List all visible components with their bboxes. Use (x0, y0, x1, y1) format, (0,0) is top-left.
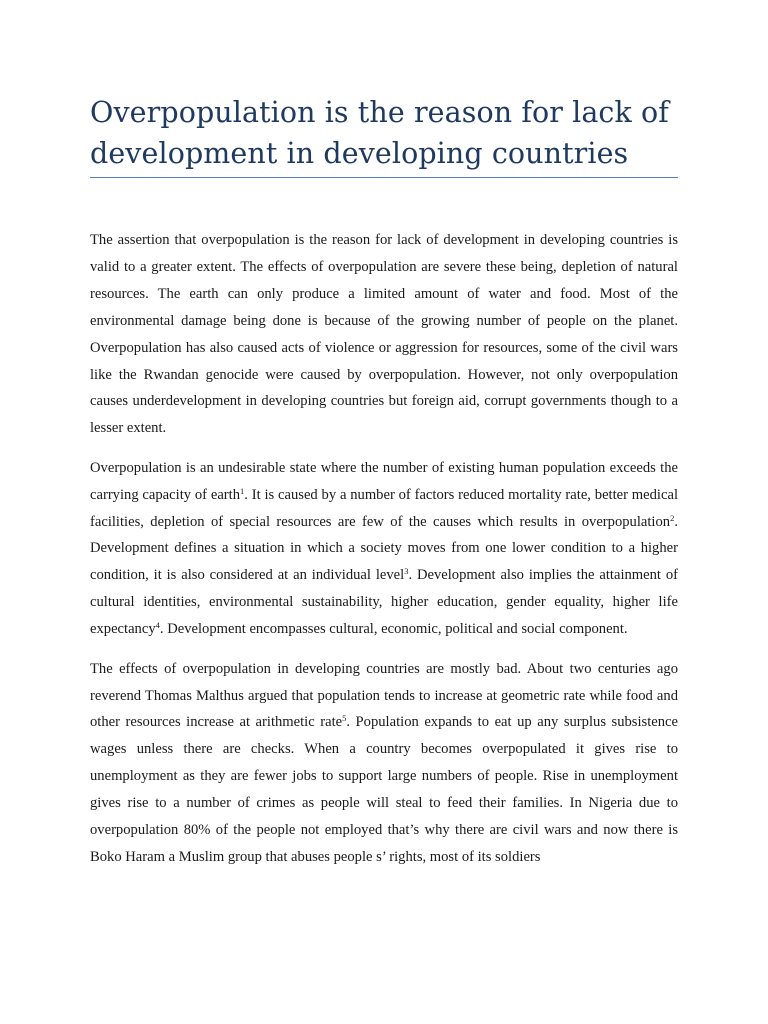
document-title: Overpopulation is the reason for lack of development in developing countries (90, 96, 669, 170)
footnote-reference[interactable]: 4 (155, 620, 160, 631)
paragraph-text: . Development defines a situation in which a society moves from one lower condition to a higher condition, it is also considered at an individual level (90, 513, 678, 584)
footnote-reference[interactable]: 5 (342, 713, 347, 724)
footnote-reference[interactable]: 2 (670, 512, 675, 523)
title-underline (90, 177, 678, 178)
paragraph-text: . Development also implies the attainment of cultural identities, environmental sustainability, higher education, gender equality, higher life expectancy (90, 567, 679, 638)
paragraph-text: The assertion that overpopulation is the reason for lack of development in developing countries is valid to a greater extent. The effects of overpopulation are severe these being, depletion of natural resources. The earth can only produce a limited amount of water and food. Most of the environmental damage being done is because of the growing number of people on the planet. Overpopulation has also caused acts of violence or aggression for resources, some of the civil wars like the Rwandan genocide were caused by overpopulation. However, not only overpopulation causes underdevelopment in developing countries but foreign aid, corrupt governments though to a lesser extent. (90, 232, 678, 437)
paragraph-text: Overpopulation is an undesirable state where the number of existing human population exceeds the carrying capacity of earth (90, 459, 678, 503)
paragraph-text: . Population expands to eat up any surplus subsistence wages unless there are checks. When a country becomes overpopulated it gives rise to unemployment as they are fewer jobs to support large numbers of people. Rise in unemployment gives rise to a number of crimes as people will steal to feed their families. In Nigeria due to overpopulation 80% of the people not employed that’s why there are civil wars and now there is Boko Haram a Muslim group that abuses people s’ rights, most of its soldiers (90, 714, 679, 865)
body-paragraph (90, 227, 678, 442)
footnote-reference[interactable]: 1 (240, 485, 245, 496)
paragraph-text: The effects of overpopulation in developing countries are mostly bad. About two centuries ago reverend Thomas Malthus argued that population tends to increase at geometric rate while food and other resources increase at arithmetic rate (90, 660, 678, 731)
paragraph-text: . It is caused by a number of factors reduced mortality rate, better medical facilities, depletion of special resources are few of the causes which results in overpopulation (90, 486, 678, 530)
paragraph-text: . Development encompasses cultural, economic, political and social component. (159, 621, 628, 638)
body-paragraph (90, 455, 678, 643)
body-paragraph (90, 656, 678, 871)
footnote-reference[interactable]: 3 (404, 566, 409, 577)
document-body (90, 227, 678, 883)
